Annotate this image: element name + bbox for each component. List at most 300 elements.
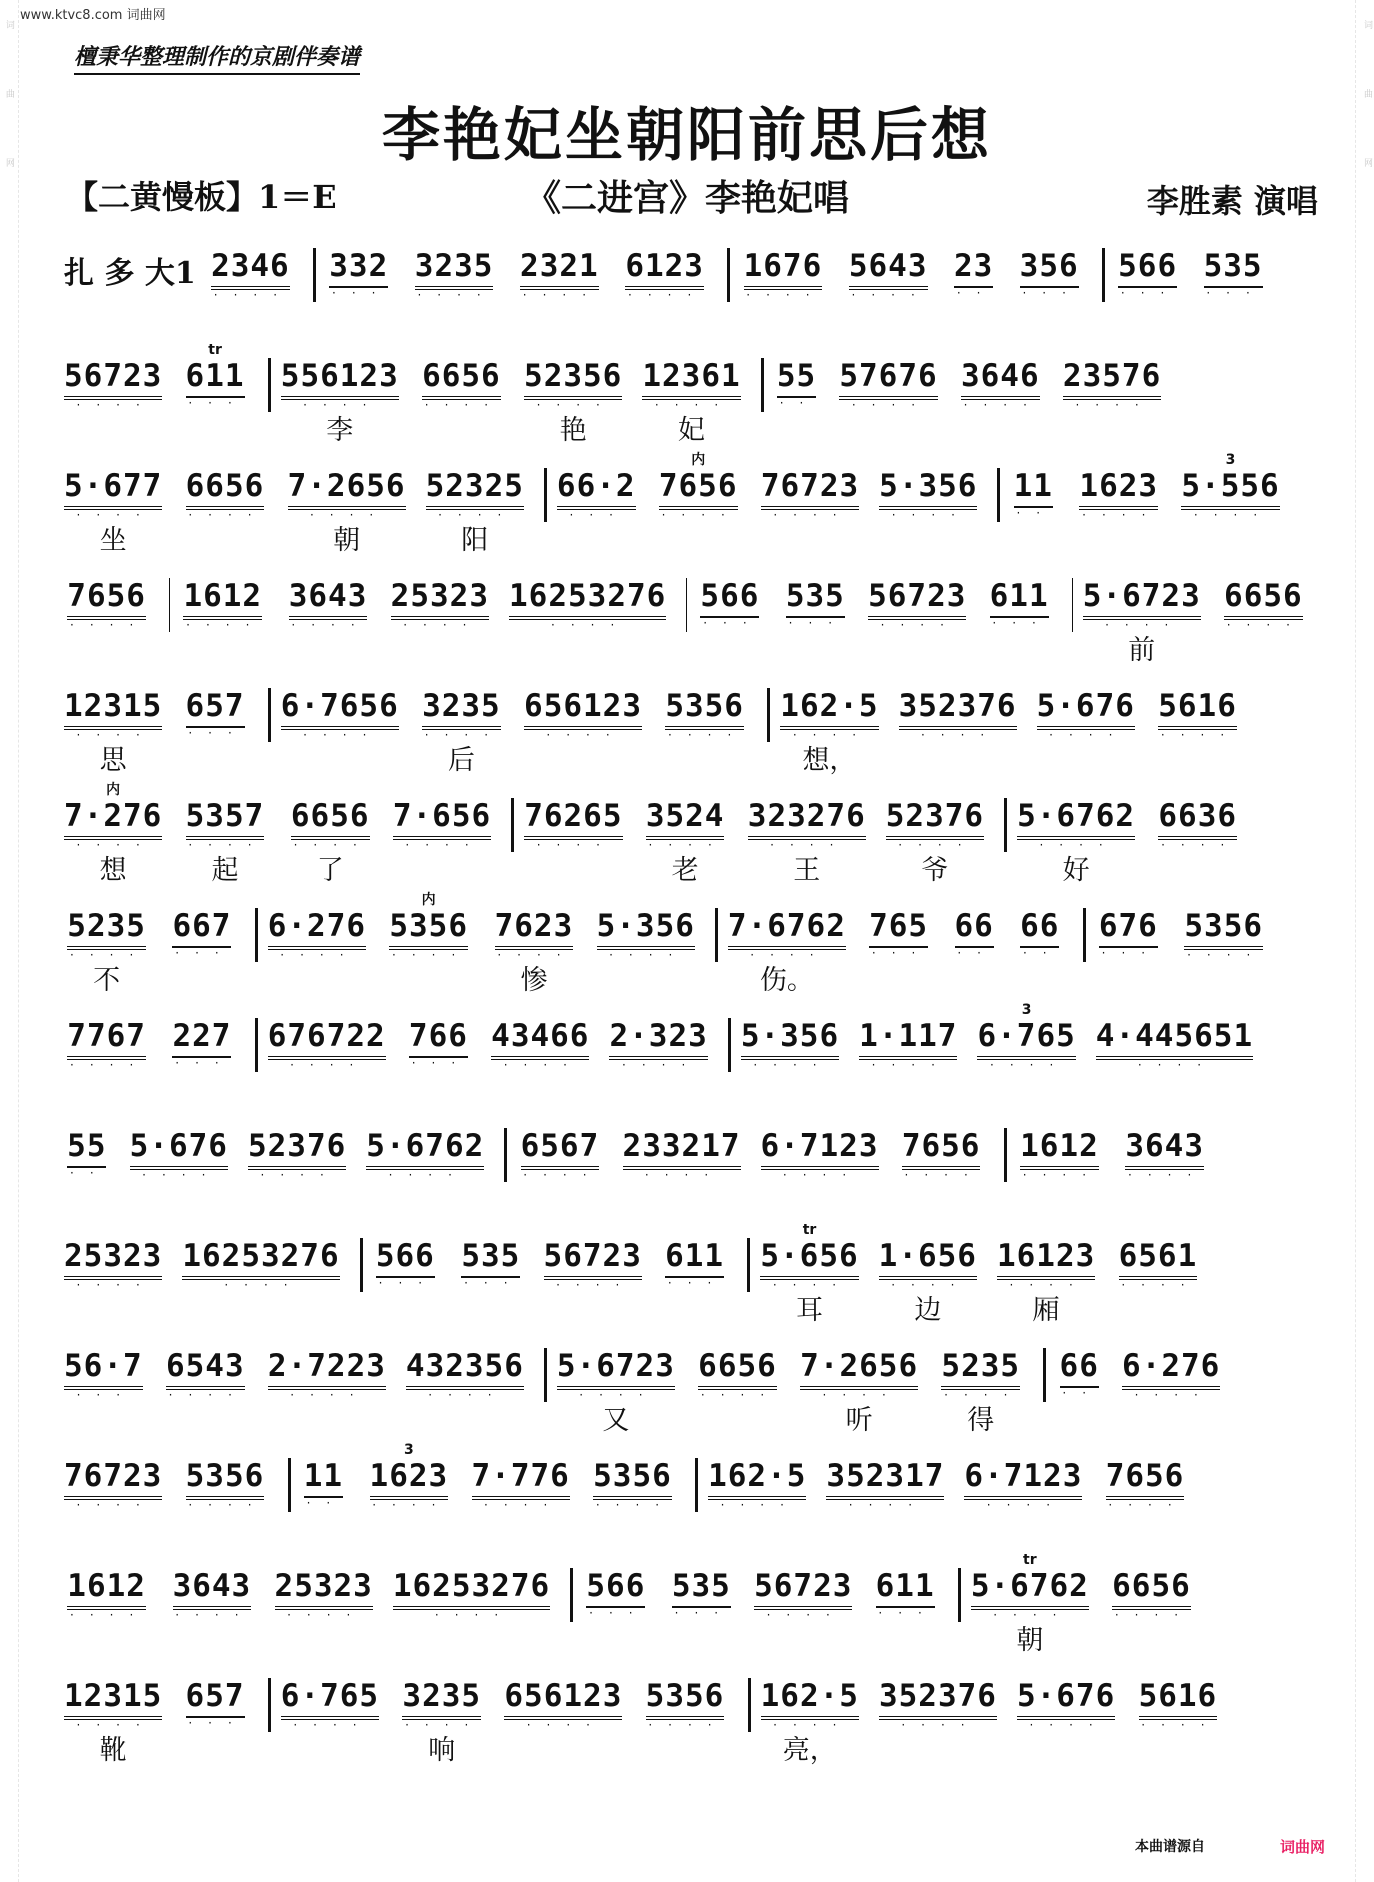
octave-dots: ····	[1160, 728, 1241, 742]
lyric-char: 爷	[921, 855, 949, 886]
note-digits: 5356	[665, 688, 744, 730]
note-group	[590, 1442, 675, 1548]
note-group	[182, 342, 247, 446]
note-digits: 25323	[275, 1568, 373, 1610]
note-group	[130, 1112, 228, 1218]
octave-dots: ····	[654, 398, 735, 412]
octave-dots: ···	[175, 946, 235, 960]
note-digits: 5643	[849, 248, 928, 290]
note-group	[182, 1442, 267, 1548]
score-line	[64, 452, 1326, 562]
octave-dots: ····	[551, 618, 631, 632]
note-digits: 23	[954, 248, 993, 288]
octave-dots: ····	[497, 948, 577, 962]
score-line	[64, 232, 1326, 342]
ornament-mark: 内	[421, 892, 436, 908]
note-digits: 432356	[406, 1348, 524, 1390]
note-group	[391, 562, 489, 668]
note-digits: 227	[172, 1018, 231, 1058]
right-watermark-strip	[1355, 0, 1374, 1882]
note-digits: 6·7123	[964, 1458, 1082, 1500]
note-digits: 6656	[291, 798, 370, 840]
score-line	[64, 1552, 1326, 1662]
octave-dots: ····	[1193, 508, 1274, 522]
barline	[169, 578, 170, 632]
note-digits: 611	[990, 578, 1049, 618]
note-group	[662, 1222, 727, 1326]
lyric-char: 朝	[1016, 1625, 1044, 1656]
note-group	[419, 672, 504, 778]
barline	[686, 578, 687, 632]
note-digits: 56·7	[64, 1348, 143, 1390]
note-group	[169, 1002, 234, 1106]
footer-source: 本曲谱源自	[1135, 1839, 1205, 1855]
note-digits: 7656	[67, 578, 146, 620]
note-group	[1076, 452, 1161, 558]
octave-dots: ····	[76, 1278, 156, 1292]
note-digits: 7·6762	[728, 908, 846, 950]
octave-dots: ··	[1022, 946, 1063, 960]
note-digits: 7623	[495, 908, 574, 950]
note-group	[524, 342, 622, 448]
octave-dots: ····	[280, 948, 360, 962]
octave-dots: ····	[770, 838, 850, 852]
note-group	[761, 1112, 879, 1218]
note-group	[64, 562, 149, 668]
note-digits: 5356	[186, 1458, 265, 1500]
note-digits: 5235	[941, 1348, 1020, 1390]
score-line	[64, 1222, 1326, 1332]
note-digits: 1·117	[859, 1018, 957, 1060]
note-digits: 6656	[422, 358, 501, 400]
note-group	[326, 232, 391, 336]
octave-dots: ····	[648, 1718, 728, 1732]
note-digits: 66·2	[557, 468, 636, 510]
note-digits: 676722	[268, 1018, 386, 1060]
octave-dots: ···	[871, 946, 932, 960]
octave-dots: ····	[434, 1608, 515, 1622]
note-group	[958, 342, 1043, 448]
octave-dots: ····	[772, 1278, 853, 1292]
note-digits: 55	[777, 358, 816, 398]
octave-dots: ····	[871, 1058, 951, 1072]
note-group	[557, 452, 636, 558]
octave-dots: ····	[213, 288, 294, 302]
score-line	[64, 1442, 1326, 1552]
note-group	[281, 672, 399, 778]
lyric-char: 得	[967, 1405, 995, 1436]
lyric-char: 好	[1062, 855, 1090, 886]
barline	[570, 1568, 573, 1622]
note-digits: 52356	[524, 358, 622, 400]
lyric-char: 响	[428, 1735, 456, 1766]
barline	[504, 1128, 507, 1182]
octave-dots: ····	[851, 398, 932, 412]
octave-dots: ····	[1105, 618, 1185, 632]
barline	[715, 908, 718, 962]
note-group	[951, 892, 997, 996]
note-digits: 656123	[524, 688, 642, 730]
octave-dots: ····	[293, 838, 373, 852]
note-group	[1017, 1112, 1102, 1218]
note-group	[64, 1112, 110, 1216]
note-group	[182, 1222, 339, 1328]
note-group	[846, 232, 931, 338]
ornament-mark: 内	[106, 782, 121, 798]
note-digits: 11	[1014, 468, 1053, 508]
note-group	[182, 672, 247, 776]
octave-dots: ····	[1049, 728, 1129, 742]
note-digits: 25323	[391, 578, 489, 620]
octave-dots: ···	[1120, 286, 1181, 300]
note-digits: 12315	[64, 1678, 162, 1720]
note-digits: 5·6723	[1083, 578, 1201, 620]
note-group	[64, 1662, 162, 1768]
note-group	[64, 672, 162, 778]
note-group	[509, 562, 666, 668]
octave-dots: ····	[70, 1058, 150, 1072]
note-group	[622, 232, 707, 338]
octave-dots: ····	[290, 1058, 370, 1072]
octave-dots: ····	[1134, 1388, 1214, 1402]
note-digits: 66	[955, 908, 994, 948]
note-digits: 3646	[961, 358, 1040, 400]
note-group	[1181, 892, 1266, 998]
note-digits: 4·445651	[1096, 1018, 1253, 1060]
octave-dots: ···	[674, 1606, 735, 1620]
octave-dots: ····	[303, 398, 383, 412]
note-digits: 5·6762	[1017, 798, 1135, 840]
note-digits: 1676	[744, 248, 823, 290]
note-digits: 6656	[1224, 578, 1303, 620]
note-group	[800, 1332, 918, 1438]
subtitle: 《二进宫》李艳妃唱	[524, 177, 849, 219]
note-digits: 5·676	[130, 1128, 228, 1170]
note-digits: 667	[172, 908, 231, 948]
octave-dots: ···	[378, 1276, 439, 1290]
note-group	[760, 1222, 858, 1328]
octave-dots: ····	[963, 398, 1043, 412]
note-digits: 6567	[521, 1128, 600, 1170]
note-digits: 6656	[186, 468, 265, 510]
note-digits: 6123	[625, 248, 704, 290]
note-group	[964, 1442, 1082, 1548]
note-group	[182, 452, 267, 558]
octave-dots: ····	[76, 398, 156, 412]
note-group	[741, 1002, 839, 1108]
note-digits: 5·356	[597, 908, 695, 950]
octave-dots: ··	[779, 396, 820, 410]
note-digits: 5·676	[1037, 688, 1135, 730]
note-group	[728, 892, 846, 998]
note-digits: 3643	[173, 1568, 252, 1610]
octave-dots: ····	[70, 948, 150, 962]
note-group	[1063, 342, 1161, 448]
note-group	[642, 1662, 727, 1768]
note-digits: 566	[586, 1568, 645, 1608]
note-group	[1016, 232, 1081, 336]
note-digits: 566	[376, 1238, 435, 1278]
octave-dots: ····	[622, 1058, 702, 1072]
watermark-site-text: 词曲网	[126, 8, 166, 23]
note-group	[748, 782, 866, 888]
octave-dots: ····	[851, 288, 931, 302]
note-digits: 611	[186, 358, 245, 398]
octave-dots: ····	[188, 1498, 268, 1512]
octave-dots: ····	[428, 1388, 508, 1402]
octave-dots: ····	[668, 728, 748, 742]
octave-dots: ····	[848, 1498, 929, 1512]
note-group	[419, 342, 504, 448]
note-digits: 16253276	[509, 578, 666, 620]
note-group	[64, 1442, 162, 1548]
note-group	[708, 1442, 806, 1548]
octave-dots: ···	[175, 1056, 235, 1070]
octave-dots: ····	[920, 728, 1001, 742]
note-digits: 535	[672, 1568, 731, 1608]
lyric-char: 朝	[333, 525, 361, 556]
octave-dots: ···	[411, 1056, 472, 1070]
note-group	[163, 1332, 248, 1438]
note-group	[288, 452, 406, 558]
note-digits: 6561	[1119, 1238, 1198, 1280]
barline	[268, 688, 271, 742]
note-group	[938, 1332, 1023, 1438]
note-digits: 3643	[289, 578, 368, 620]
octave-dots: ····	[661, 508, 741, 522]
note-group	[458, 1222, 523, 1326]
note-digits: 5·356	[879, 468, 977, 510]
octave-dots: ···	[188, 1716, 248, 1730]
ornament-mark: 3	[1021, 1002, 1032, 1018]
note-digits: 535	[786, 578, 845, 618]
note-group	[899, 1112, 984, 1218]
barline	[997, 468, 1000, 522]
note-digits: 1612	[67, 1568, 146, 1610]
octave-dots: ····	[595, 1498, 676, 1512]
note-digits: 6656	[698, 1348, 777, 1390]
barline	[1043, 1348, 1046, 1402]
page-title: 李艳妃坐朝阳前思后想	[381, 101, 992, 169]
barline	[255, 1018, 258, 1072]
note-group	[1221, 562, 1306, 668]
note-digits: 611	[876, 1568, 935, 1608]
ornament-mark: 3	[403, 1442, 414, 1458]
score-line	[64, 562, 1326, 672]
octave-dots: ···	[1022, 286, 1082, 300]
lyric-char: 后	[447, 745, 475, 776]
octave-dots: ····	[700, 1388, 781, 1402]
note-digits: 25323	[64, 1238, 162, 1280]
note-group	[1017, 892, 1063, 996]
note-group	[182, 782, 267, 888]
octave-dots: ····	[782, 1168, 863, 1182]
note-group	[1135, 1662, 1220, 1768]
note-group	[64, 1332, 143, 1438]
note-group	[248, 1112, 346, 1218]
note-digits: 3235	[415, 248, 494, 290]
octave-dots: ····	[405, 838, 485, 852]
octave-dots: ····	[1121, 1278, 1201, 1292]
barline	[1102, 248, 1105, 302]
octave-dots: ····	[1137, 1058, 1218, 1072]
octave-dots: ····	[1141, 1718, 1221, 1732]
note-digits: 16253276	[393, 1568, 550, 1610]
score-line	[64, 342, 1326, 452]
octave-dots: ···	[332, 286, 392, 300]
octave-dots: ····	[175, 1608, 255, 1622]
note-group	[879, 452, 977, 558]
barline	[511, 798, 514, 852]
note-group	[695, 1332, 780, 1438]
lyric-char: 伤。	[759, 965, 814, 996]
note-digits: 323276	[748, 798, 866, 840]
note-digits: 5·356	[741, 1018, 839, 1060]
note-group	[656, 452, 741, 558]
note-group	[1122, 1112, 1207, 1218]
note-digits: 2·323	[609, 1018, 707, 1060]
octave-dots: ····	[523, 1168, 603, 1182]
octave-dots: ····	[898, 838, 978, 852]
note-digits: 56723	[544, 1238, 642, 1280]
note-group	[544, 1222, 642, 1328]
octave-dots: ····	[293, 1718, 373, 1732]
barline	[255, 908, 258, 962]
octave-dots: ····	[188, 508, 268, 522]
note-digits: 52376	[248, 1128, 346, 1170]
octave-dots: ····	[224, 1278, 304, 1292]
octave-dots: ···	[788, 616, 849, 630]
note-group	[524, 672, 642, 778]
note-group	[411, 232, 496, 338]
octave-dots: ···	[188, 726, 248, 740]
octave-dots: ····	[556, 1278, 636, 1292]
note-group	[64, 1002, 149, 1108]
note-group	[879, 1662, 997, 1768]
note-digits: 5·677	[64, 468, 162, 510]
octave-dots: ····	[792, 728, 873, 742]
octave-dots: ····	[753, 1058, 833, 1072]
note-group	[180, 562, 265, 668]
note-group	[662, 672, 747, 778]
note-group	[182, 1662, 247, 1766]
lyric-char: 靴	[99, 1735, 127, 1766]
note-group	[1010, 452, 1056, 556]
note-digits: 6·276	[268, 908, 366, 950]
note-digits: 556123	[281, 358, 399, 400]
octave-dots: ····	[291, 618, 371, 632]
octave-dots: ····	[438, 508, 518, 522]
note-group	[859, 1002, 957, 1108]
note-digits: 12315	[64, 688, 162, 730]
lyric-char: 前	[1128, 635, 1156, 666]
octave-dots: ····	[750, 948, 830, 962]
note-group	[386, 892, 471, 998]
octave-dots: ····	[188, 838, 268, 852]
note-group	[472, 1442, 570, 1548]
note-digits: 7·656	[393, 798, 491, 840]
note-group	[426, 452, 524, 558]
octave-dots: ····	[309, 508, 390, 522]
octave-dots: ····	[76, 1498, 156, 1512]
octave-dots: ····	[648, 838, 728, 852]
octave-dots: ···	[569, 508, 629, 522]
note-group	[64, 1222, 162, 1328]
note-digits: 162·5	[780, 688, 878, 730]
note-digits: 535	[1204, 248, 1263, 288]
note-digits: 56723	[754, 1568, 852, 1610]
note-group	[393, 1552, 550, 1658]
octave-dots: ····	[403, 618, 483, 632]
note-group	[761, 452, 859, 558]
note-digits: 6·765	[977, 1018, 1075, 1060]
note-digits: 765	[869, 908, 928, 948]
note-digits: 66	[1060, 1348, 1099, 1388]
note-group	[1109, 1552, 1194, 1658]
note-digits: 3643	[1125, 1128, 1204, 1170]
note-digits: 23576	[1063, 358, 1161, 400]
note-group	[281, 1662, 379, 1768]
ornament-mark: tr	[208, 342, 222, 358]
note-digits: 2346	[211, 248, 290, 290]
note-group	[169, 1552, 254, 1658]
note-digits: 233217	[623, 1128, 741, 1170]
note-digits: 7·2656	[288, 468, 406, 510]
barline	[728, 1018, 731, 1072]
lyric-char: 李	[326, 415, 354, 446]
octave-dots: ····	[546, 728, 626, 742]
note-digits: 76723	[64, 1458, 162, 1500]
note-digits: 5·676	[1017, 1678, 1115, 1720]
octave-dots: ····	[746, 288, 826, 302]
note-group	[393, 782, 491, 888]
note-digits: 162·5	[708, 1458, 806, 1500]
note-digits: 7·776	[472, 1458, 570, 1500]
octave-dots: ····	[260, 1168, 340, 1182]
octave-dots: ····	[1009, 1278, 1089, 1292]
octave-dots: ····	[186, 618, 266, 632]
barline	[958, 1568, 961, 1622]
octave-dots: ····	[1082, 508, 1162, 522]
octave-dots: ····	[1187, 948, 1267, 962]
note-group	[977, 1002, 1075, 1108]
note-group	[524, 782, 622, 888]
octave-dots: ····	[417, 288, 497, 302]
note-digits: 3524	[646, 798, 725, 840]
octave-dots: ····	[522, 288, 603, 302]
note-group	[366, 1442, 451, 1548]
octave-dots: ···	[589, 1606, 649, 1620]
note-group	[1155, 672, 1240, 778]
octave-dots: ····	[1039, 838, 1119, 852]
note-digits: 352376	[899, 688, 1017, 730]
note-group	[64, 782, 162, 888]
octave-dots: ···	[1206, 286, 1266, 300]
lyric-char: 起	[211, 855, 239, 886]
note-digits: 1612	[1020, 1128, 1099, 1170]
octave-dots: ····	[901, 1718, 981, 1732]
lyric-char: 又	[602, 1405, 630, 1436]
note-group	[281, 342, 399, 448]
note-digits: 535	[461, 1238, 520, 1278]
note-group	[1122, 1332, 1220, 1438]
note-digits: 6543	[166, 1348, 245, 1390]
score-line	[64, 1112, 1326, 1222]
note-group	[642, 342, 740, 448]
note-group	[1102, 1442, 1187, 1548]
octave-dots: ····	[944, 1388, 1024, 1402]
note-group	[669, 1552, 734, 1656]
